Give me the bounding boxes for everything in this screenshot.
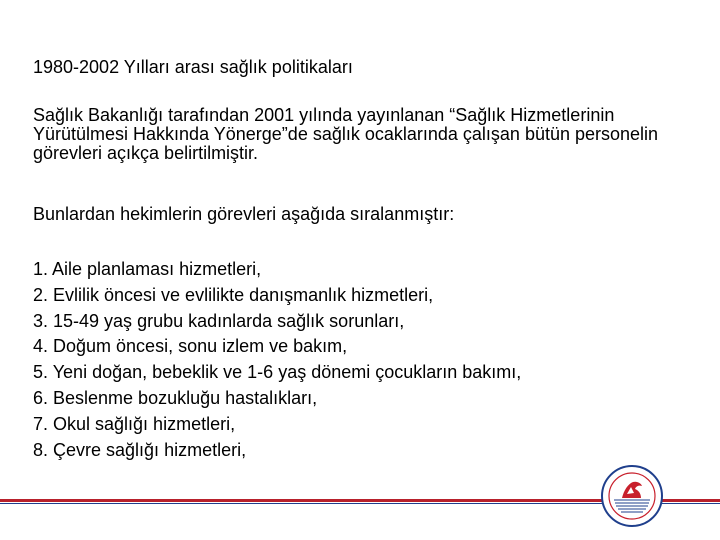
list-item: 8. Çevre sağlığı hizmetleri, <box>33 439 247 460</box>
slide-title: 1980-2002 Yılları arası sağlık politikaları <box>33 57 353 77</box>
list-item: 2. Evlilik öncesi ve evlilikte danışmanlık hizmetleri, <box>33 284 434 305</box>
duty-list <box>33 257 521 463</box>
body-paragraph: Sağlık Bakanlığı tarafından 2001 yılında yayınlanan “Sağlık Hizmetlerinin Yürütülmesi Hakkında Yönerge”de sağlık ocaklarında çalışan bütün personelin görevleri açıkça belirtilmiştir. <box>33 105 659 163</box>
list-intro: Bunlardan hekimlerin görevleri aşağıda sıralanmıştır: <box>33 204 455 224</box>
list-item: 7. Okul sağlığı hizmetleri, <box>33 413 236 434</box>
list-item: 4. Doğum öncesi, sonu izlem ve bakım, <box>33 336 348 357</box>
list-item: 3. 15-49 yaş grubu kadınlarda sağlık sorunları, <box>33 310 405 331</box>
list-item: 5. Yeni doğan, bebeklik ve 1-6 yaş dönemi çocukların bakımı, <box>33 362 522 383</box>
list-item: 6. Beslenme bozukluğu hastalıkları, <box>33 387 318 408</box>
university-seal-icon <box>600 464 664 528</box>
list-item: 1. Aile planlaması hizmetleri, <box>33 259 262 279</box>
